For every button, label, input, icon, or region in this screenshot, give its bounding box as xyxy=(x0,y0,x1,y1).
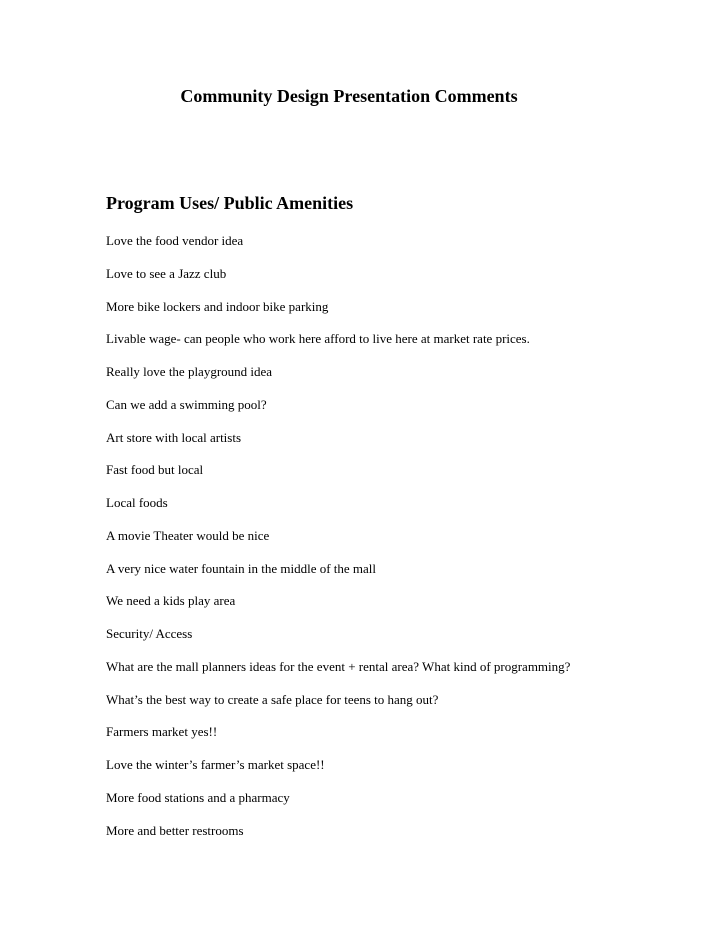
comment-item: More food stations and a pharmacy xyxy=(106,789,290,805)
comment-item: What’s the best way to create a safe place for teens to hang out? xyxy=(106,691,439,707)
comment-item: Local foods xyxy=(106,495,168,510)
comment-item: Farmers market yes!! xyxy=(106,724,218,740)
comment-item: Love to see a Jazz club xyxy=(106,265,227,281)
comment-item: Can we add a swimming pool? xyxy=(106,396,267,412)
comment-item: More and better restrooms xyxy=(106,822,244,838)
comment-item: Livable wage- can people who work here afford to live here at market rate prices. xyxy=(106,331,530,347)
section-heading: Program Uses/ Public Amenities xyxy=(106,193,354,213)
comment-item: More bike lockers and indoor bike parking xyxy=(106,298,329,314)
comment-item: A movie Theater would be nice xyxy=(106,527,270,543)
comment-item: A very nice water fountain in the middle of the mall xyxy=(106,560,377,576)
comment-item: What are the mall planners ideas for the event + rental area? What kind of programming? xyxy=(106,658,571,674)
comment-item: Art store with local artists xyxy=(106,429,242,445)
comment-item: Fast food but local xyxy=(106,462,204,478)
comment-list xyxy=(106,232,706,854)
comment-item: Love the winter’s farmer’s market space!! xyxy=(106,757,325,772)
comment-item: Really love the playground idea xyxy=(106,364,273,379)
comment-item: We need a kids play area xyxy=(106,593,236,609)
page-title: Community Design Presentation Comments xyxy=(180,86,518,106)
comment-item: Security/ Access xyxy=(106,626,193,641)
comment-item: Love the food vendor idea xyxy=(106,233,244,248)
